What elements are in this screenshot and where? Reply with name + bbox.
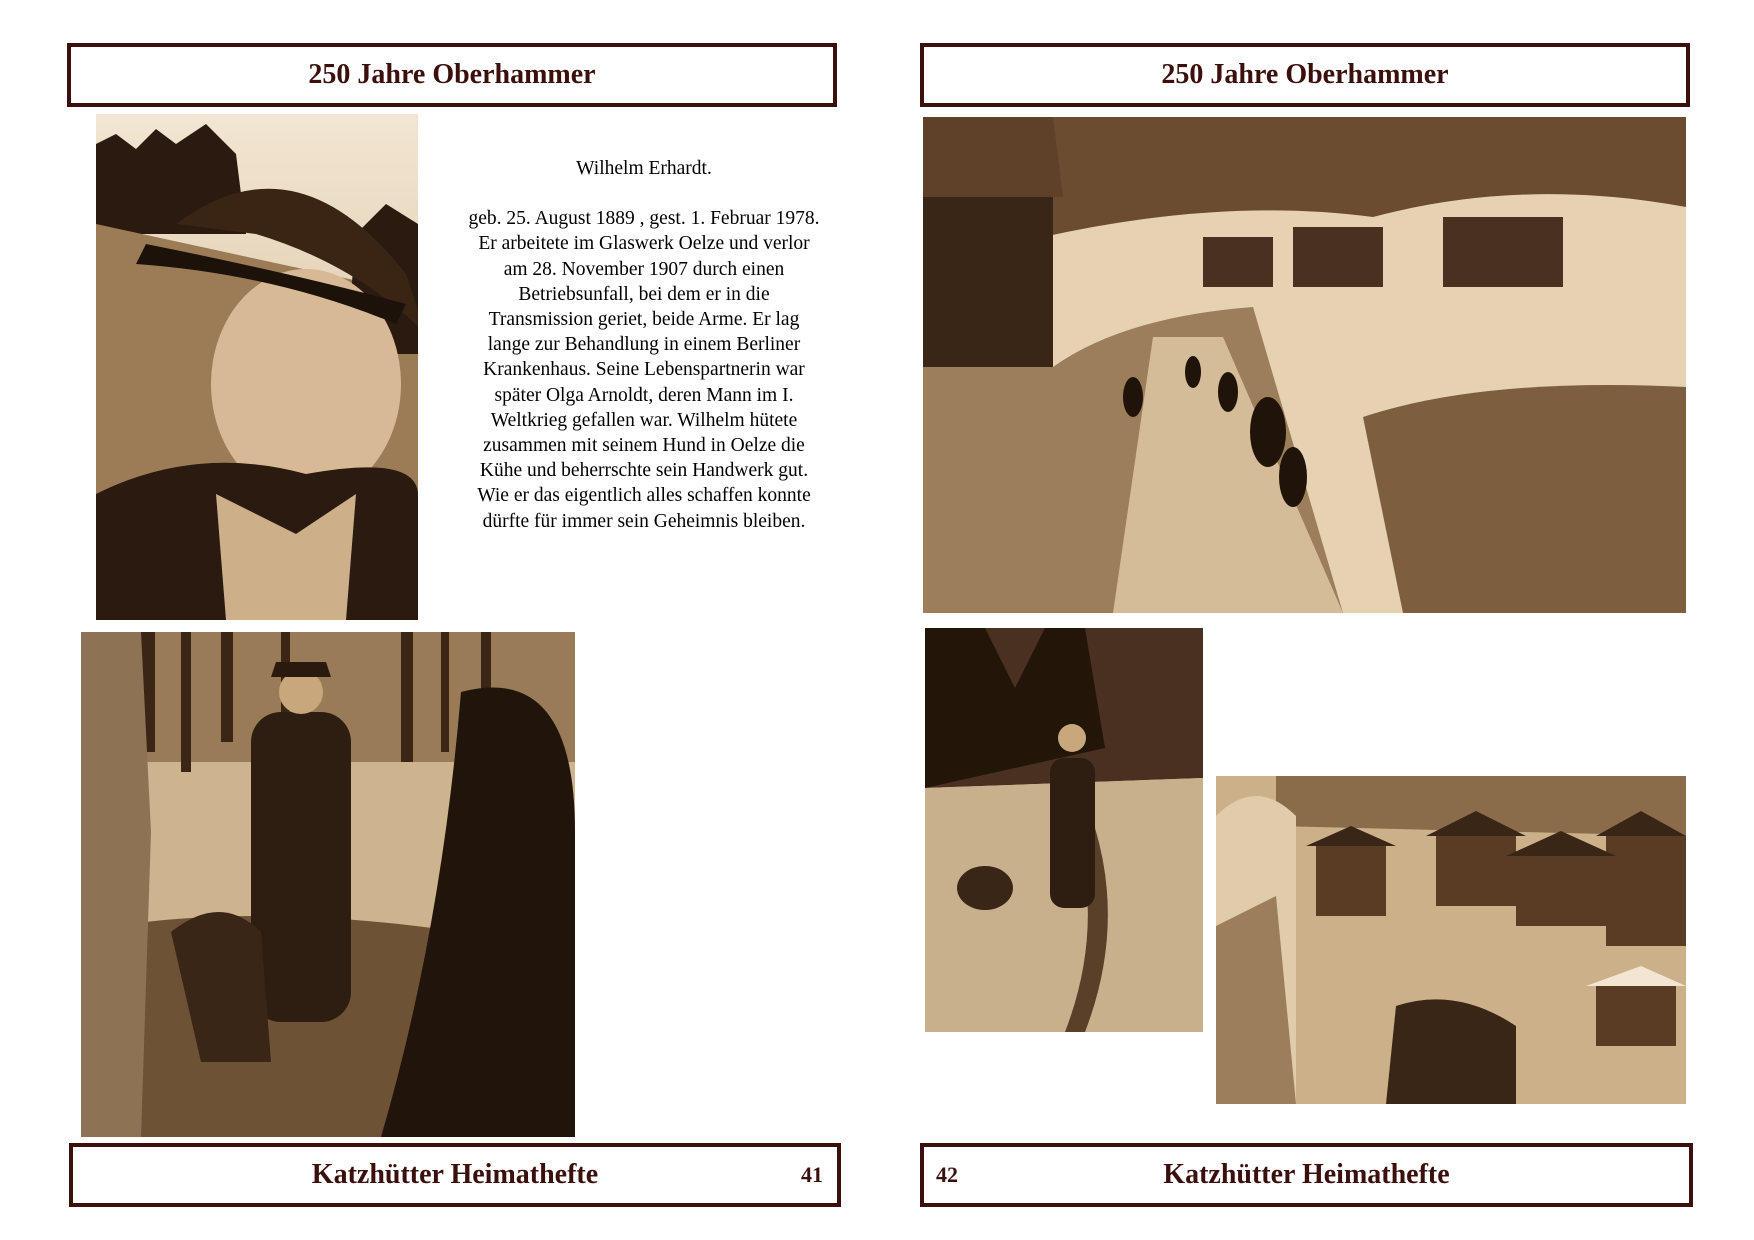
caption-name: Wilhelm Erhardt. — [576, 158, 712, 179]
caption-line: dürfte für immer sein Geheimnis bleiben. — [482, 510, 806, 532]
caption-line: Weltkrieg gefallen war. Wilhelm hütete — [490, 409, 798, 431]
left-page-header — [67, 43, 837, 107]
biography-caption — [452, 156, 836, 534]
left-header-title: 250 Jahre Oberhammer — [308, 59, 596, 90]
caption-line: Kühe und beherrschte sein Handwerk gut. — [479, 460, 809, 482]
right-header-title: 250 Jahre Oberhammer — [1161, 59, 1449, 90]
left-footer-title: Katzhütter Heimathefte — [311, 1159, 599, 1190]
right-page-footer — [920, 1143, 1693, 1207]
caption-line: Krankenhaus. Seine Lebenspartnerin war — [483, 359, 805, 381]
right-footer-title: Katzhütter Heimathefte — [1163, 1159, 1450, 1190]
aerial-village-photo — [1216, 776, 1686, 1104]
caption-line: geb. 25. August 1889 , gest. 1. Februar 1978. — [468, 208, 820, 230]
left-page-number: 41 — [801, 1162, 823, 1187]
village-cows-photo — [923, 117, 1686, 613]
right-page-number: 42 — [936, 1162, 958, 1187]
man-dog-path-photo — [925, 628, 1203, 1032]
portrait-photo — [96, 114, 418, 620]
right-page-header — [920, 43, 1690, 107]
forest-man-dog-photo — [81, 632, 575, 1137]
caption-line: am 28. November 1907 durch einen — [503, 258, 785, 280]
caption-line: Er arbeitete im Glaswerk Oelze und verlor — [478, 233, 810, 255]
caption-line: später Olga Arnoldt, deren Mann im I. — [494, 384, 794, 406]
left-page-footer — [69, 1143, 841, 1207]
caption-line: lange zur Behandlung in einem Berliner — [487, 334, 801, 356]
caption-line: Transmission geriet, beide Arme. Er lag — [488, 309, 800, 331]
caption-line: Betriebsunfall, bei dem er in die — [518, 283, 770, 305]
caption-line: Wie er das eigentlich alles schaffen konnte — [477, 485, 811, 507]
caption-line: zusammen mit seinem Hund in Oelze die — [483, 435, 805, 457]
